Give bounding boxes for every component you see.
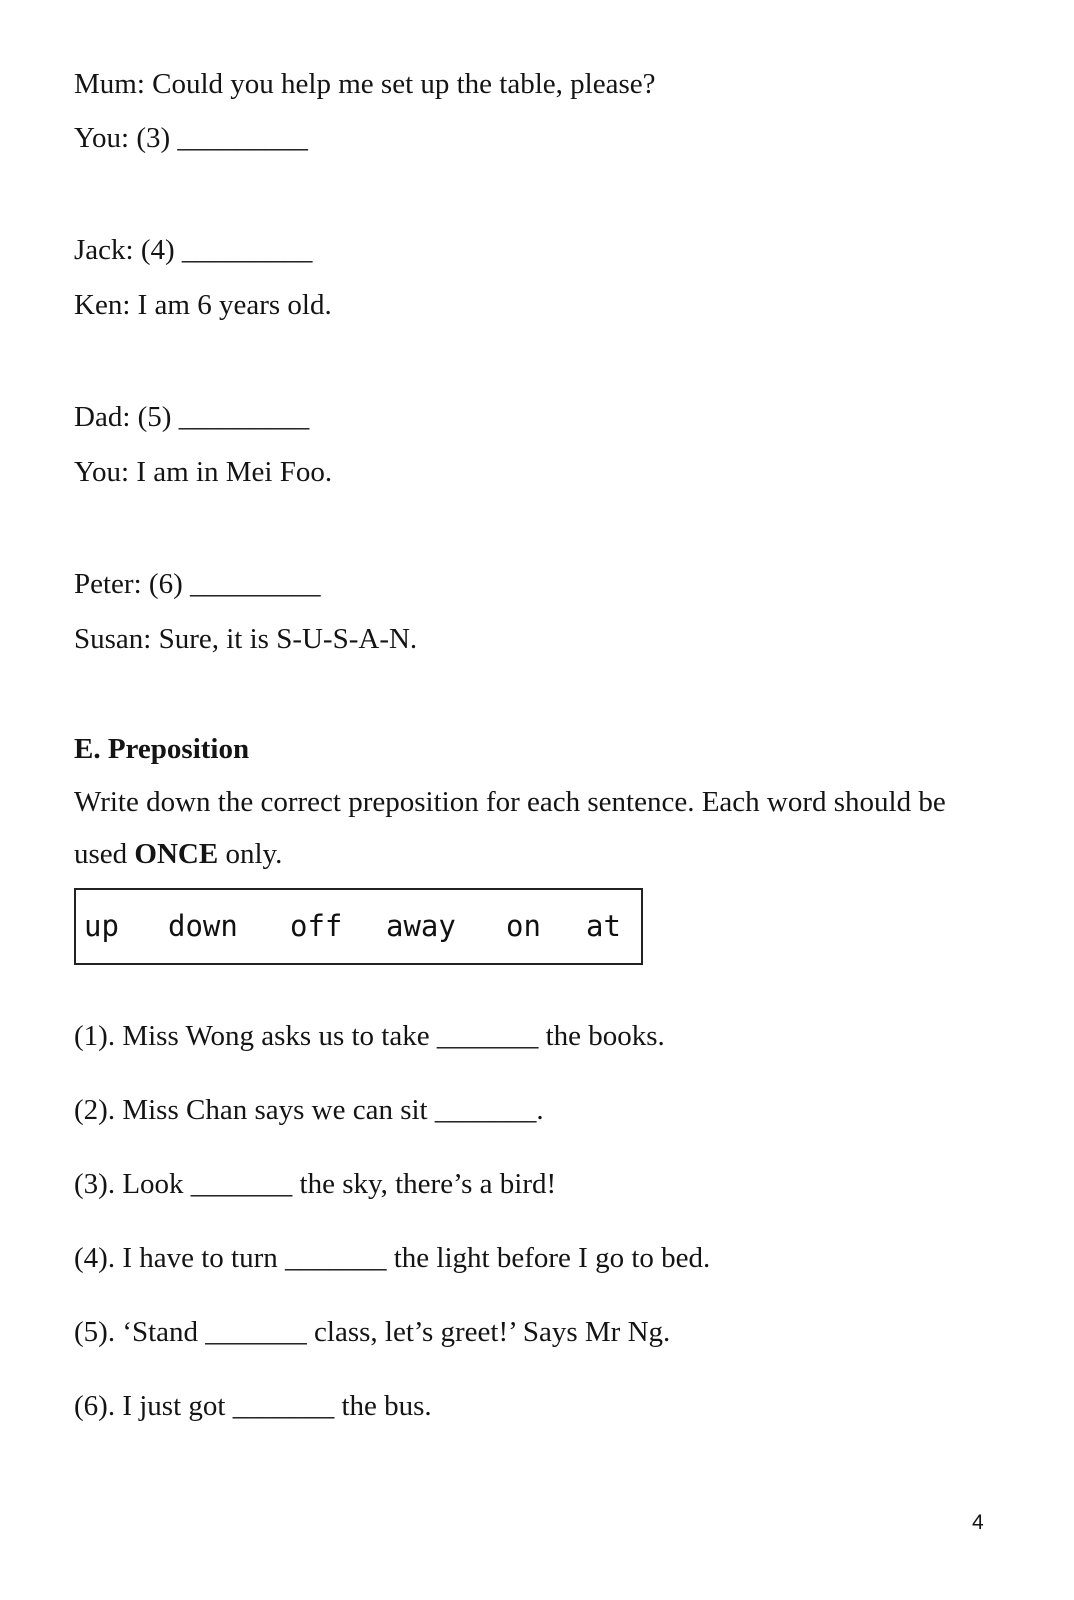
dialogue-line-susan [74,621,417,657]
answer-blank: _______ [285,1242,387,1274]
question-2 [74,1092,544,1128]
dialogue-line-you [74,454,332,490]
instruction-text: used [74,838,135,870]
question-text: the light before I go to bed. [393,1242,711,1274]
question-text: (6). I just got [74,1390,226,1422]
question-text: the bus. [341,1390,432,1422]
word-bank-item: on [506,909,541,943]
answer-blank: (6) _________ [148,568,321,600]
word-bank [74,888,643,965]
speaker: You: [74,122,130,154]
word-bank-item: away [386,909,456,943]
speaker: Jack: [74,234,134,266]
dialogue-line-dad-5 [74,399,309,435]
instruction-text: only. [218,838,283,870]
question-text: (1). Miss Wong asks us to take [74,1020,430,1052]
page-number: 4 [972,1511,984,1534]
speaker: Peter: [74,568,142,600]
dialogue-line-peter-6 [74,566,320,602]
question-4 [74,1240,710,1276]
question-text: (5). ‘Stand [74,1316,199,1348]
question-text: the sky, there’s a bird! [299,1168,557,1200]
word-bank-item: up [84,909,119,943]
answer-blank: _______ [434,1094,537,1126]
dialogue-text: Sure, it is S-U-S-A-N. [158,623,418,655]
question-text: class, let’s greet!’ Says Mr Ng. [314,1316,671,1348]
speaker: Dad: [74,401,131,433]
question-3 [74,1166,556,1202]
word-bank-item: at [586,909,621,943]
answer-blank: (3) _________ [136,122,308,154]
dialogue-line-mum [74,66,656,102]
speaker: Susan: [74,623,152,655]
instruction-line-2 [74,836,282,872]
speaker: Mum: [74,68,145,100]
instruction-line-1: Write down the correct preposition for each sentence. Each word should be [74,786,946,818]
speaker: Ken: [74,289,131,321]
dialogue-text: I am 6 years old. [137,289,332,321]
dialogue-text: I am in Mei Foo. [136,456,333,488]
answer-blank: _______ [190,1168,293,1200]
instruction-emphasis: ONCE [134,838,219,870]
answer-blank: _______ [205,1316,307,1348]
question-5 [74,1314,670,1350]
question-text: the books. [545,1020,665,1052]
dialogue-line-you-3 [74,120,308,156]
answer-blank: _______ [436,1020,539,1052]
answer-blank: _______ [232,1390,335,1422]
answer-blank: (4) _________ [140,234,313,266]
word-bank-item: down [168,909,238,943]
question-text: (3). Look [74,1168,184,1200]
question-text: (4). I have to turn [74,1242,278,1274]
question-1 [74,1018,665,1054]
dialogue-line-jack-4 [74,232,312,268]
answer-blank: (5) _________ [137,401,310,433]
dialogue-line-ken [74,287,332,323]
question-text: (2). Miss Chan says we can sit [74,1094,428,1126]
question-6 [74,1388,432,1424]
section-title: E. Preposition [74,733,250,765]
dialogue-text: Could you help me set up the table, please? [152,68,656,100]
word-bank-item: off [290,909,343,943]
question-text: . [536,1094,544,1126]
speaker: You: [74,456,130,488]
